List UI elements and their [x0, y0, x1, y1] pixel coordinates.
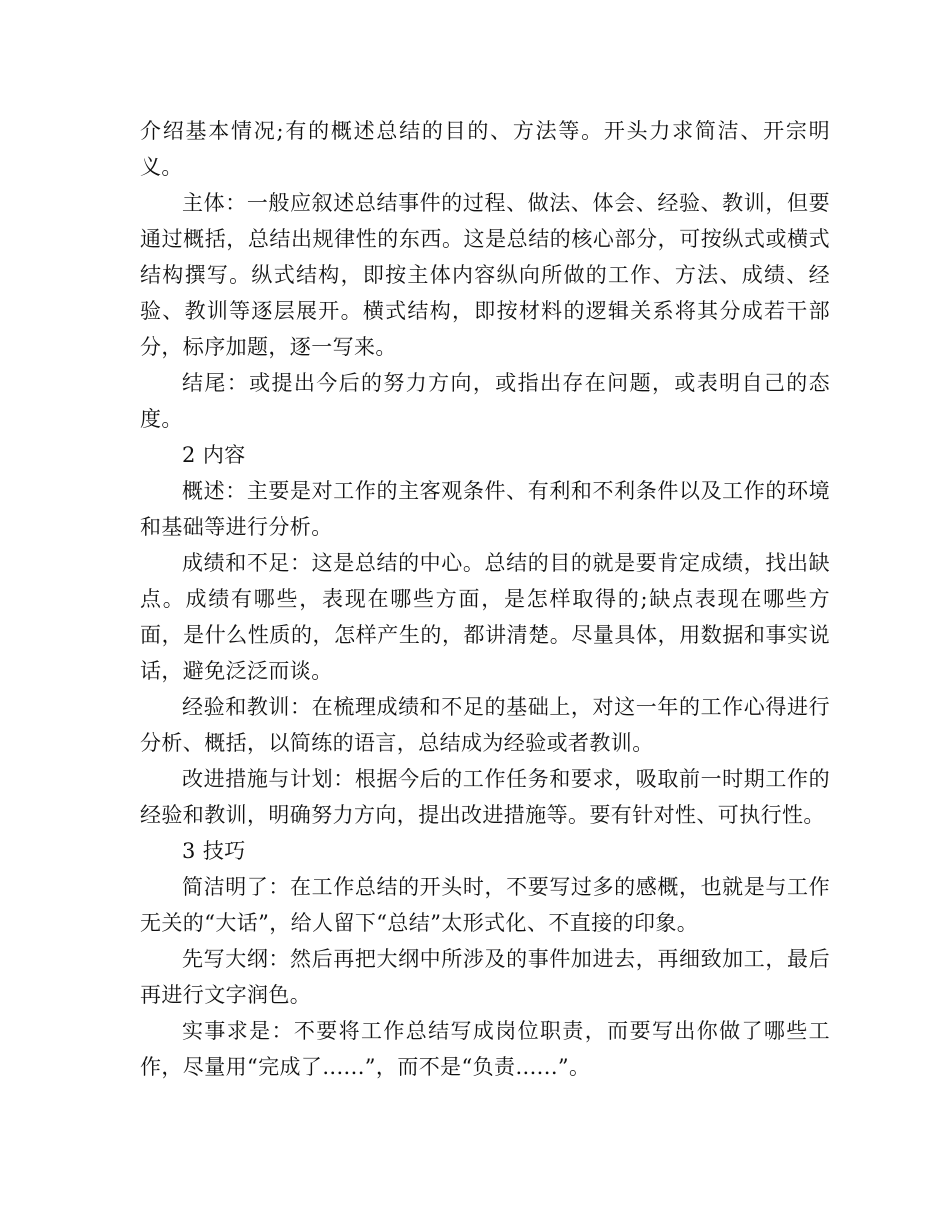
paragraph-achievements: 成绩和不足：这是总结的中心。总结的目的就是要肯定成绩，找出缺点。成绩有哪些，表现在哪些方面，是怎样取得的;缺点表现在哪些方面，是什么性质的，怎样产生的，都讲清楚。尽量具体，用数据和事实说话，避免泛泛而谈。 [140, 551, 830, 683]
paragraph-ending: 结尾：或提出今后的努力方向，或指出存在问题，或表明自己的态度。 [140, 371, 830, 431]
paragraph-main-body: 主体：一般应叙述总结事件的过程、做法、体会、经验、教训，但要通过概括，总结出规律性的东西。这是总结的核心部分，可按纵式或横式结构撰写。纵式结构，即按主体内容纵向所做的工作、方法、成绩、经验、教训等逐层展开。横式结构，即按材料的逻辑关系将其分成若干部分，标序加题，逐一写来。 [140, 191, 830, 359]
paragraph-outline: 先写大纲：然后再把大纲中所涉及的事件加进去，再细致加工，最后再进行文字润色。 [140, 947, 830, 1007]
section-heading-content: 2 内容 [182, 443, 246, 467]
paragraph-lessons: 经验和教训：在梳理成绩和不足的基础上，对这一年的工作心得进行分析、概括，以简练的语言，总结成为经验或者教训。 [140, 695, 830, 755]
paragraph-factual: 实事求是：不要将工作总结写成岗位职责，而要写出你做了哪些工作，尽量用“完成了......”，而不是“负责......”。 [140, 1019, 830, 1079]
paragraph-intro-continuation: 介绍基本情况;有的概述总结的目的、方法等。开头力求简洁、开宗明义。 [140, 119, 830, 179]
paragraph-concise: 简洁明了：在工作总结的开头时，不要写过多的感概，也就是与工作无关的“大话”，给人留下“总结”太形式化、不直接的印象。 [140, 875, 830, 935]
paragraph-improvements: 改进措施与计划：根据今后的工作任务和要求，吸取前一时期工作的经验和教训，明确努力方向，提出改进措施等。要有针对性、可执行性。 [140, 767, 830, 827]
document-body [140, 113, 830, 1085]
paragraph-overview: 概述：主要是对工作的主客观条件、有利和不利条件以及工作的环境和基础等进行分析。 [140, 479, 830, 539]
section-heading-tips: 3 技巧 [182, 839, 246, 863]
